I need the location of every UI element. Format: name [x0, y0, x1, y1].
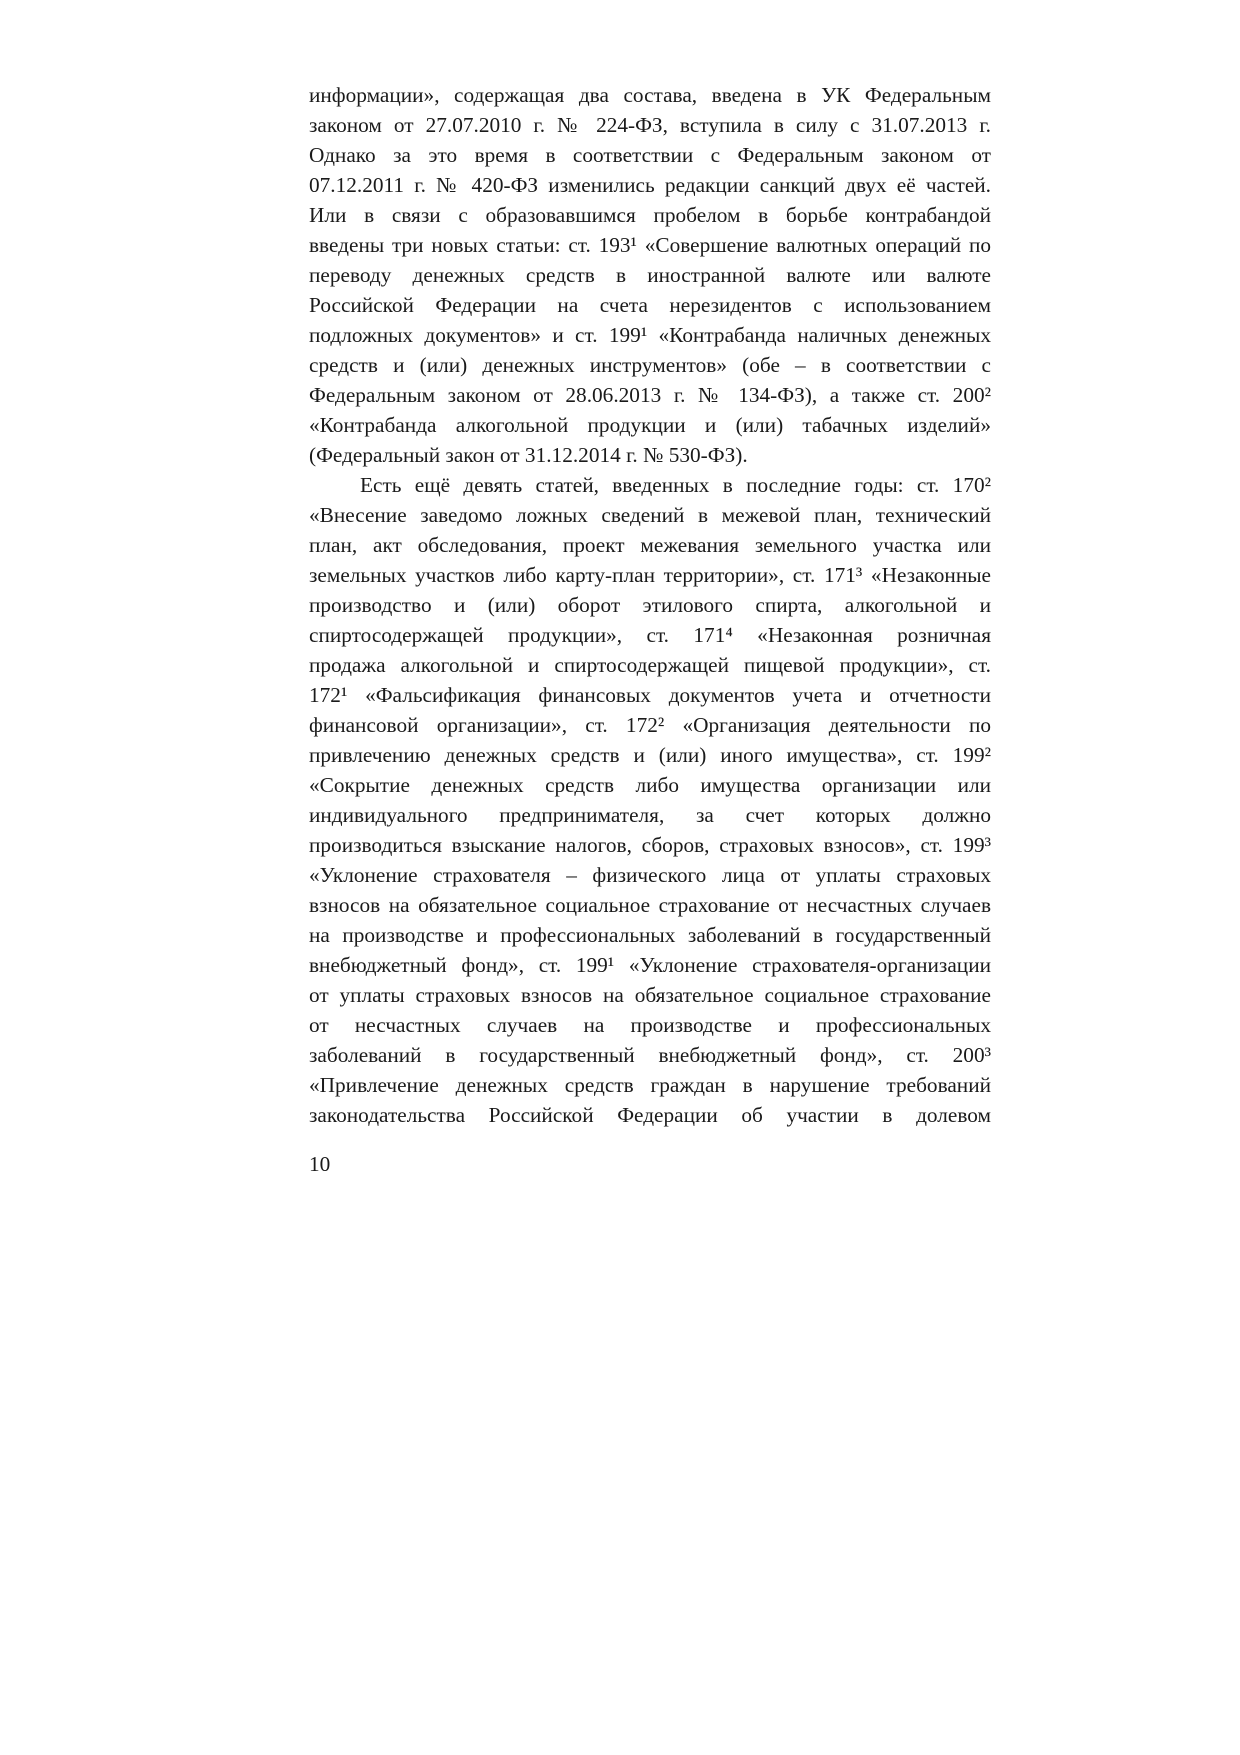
text-line: спиртосодержащей продукции», ст. 171⁴ «Незаконная розничная — [309, 623, 991, 647]
text-line: производство и (или) оборот этилового спирта, алкогольной и — [309, 593, 991, 617]
text-line: «Сокрытие денежных средств либо имущества организации или — [309, 773, 991, 797]
text-line: земельных участков либо карту-план территории», ст. 171³ «Незаконные — [309, 563, 991, 587]
text-line: 172¹ «Фальсификация финансовых документов учета и отчетности — [309, 683, 991, 707]
text-line: переводу денежных средств в иностранной валюте или валюте — [309, 263, 991, 287]
text-line: подложных документов» и ст. 199¹ «Контрабанда наличных денежных — [309, 323, 991, 347]
text-line: Российской Федерации на счета нерезидентов с использованием — [309, 293, 991, 317]
text-line: (Федеральный закон от 31.12.2014 г. № 530-ФЗ). — [309, 443, 748, 467]
text-line: от несчастных случаев на производстве и профессиональных — [309, 1013, 991, 1037]
text-line: «Привлечение денежных средств граждан в нарушение требований — [309, 1073, 991, 1097]
text-line: финансовой организации», ст. 172² «Организация деятельности по — [309, 713, 991, 737]
text-line: законом от 27.07.2010 г. № 224-ФЗ, вступила в силу с 31.07.2013 г. — [309, 113, 991, 137]
text-line: внебюджетный фонд», ст. 199¹ «Уклонение страхователя-организации — [309, 953, 991, 977]
text-line: продажа алкогольной и спиртосодержащей пищевой продукции», ст. — [309, 653, 991, 677]
text-line: 07.12.2011 г. № 420-ФЗ изменились редакции санкций двух её частей. — [309, 173, 991, 197]
text-line: введены три новых статьи: ст. 193¹ «Совершение валютных операций по — [309, 233, 991, 257]
text-line: Федеральным законом от 28.06.2013 г. № 134-ФЗ), а также ст. 200² — [309, 383, 991, 407]
paragraph — [309, 80, 991, 470]
text-line: от уплаты страховых взносов на обязательное социальное страхование — [309, 983, 991, 1007]
text-line: план, акт обследования, проект межевания земельного участка или — [309, 533, 991, 557]
text-line: на производстве и профессиональных заболеваний в государственный — [309, 923, 991, 947]
text-line: Есть ещё девять статей, введенных в последние годы: ст. 170² — [360, 473, 991, 497]
text-line: средств и (или) денежных инструментов» (обе – в соответствии с — [309, 353, 991, 377]
text-line: «Контрабанда алкогольной продукции и (или) табачных изделий» — [309, 413, 991, 437]
text-line: законодательства Российской Федерации об участии в долевом — [309, 1103, 991, 1127]
text-line: производиться взыскание налогов, сборов, страховых взносов», ст. 199³ — [309, 833, 991, 857]
text-line: «Уклонение страхователя – физического лица от уплаты страховых — [309, 863, 991, 887]
text-line: взносов на обязательное социальное страхование от несчастных случаев — [309, 893, 991, 917]
text-line: Или в связи с образовавшимся пробелом в борьбе контрабандой — [309, 203, 991, 227]
page-number: 10 — [309, 1152, 331, 1176]
text-line: заболеваний в государственный внебюджетный фонд», ст. 200³ — [309, 1043, 991, 1067]
paragraph — [309, 470, 991, 1130]
text-line: информации», содержащая два состава, введена в УК Федеральным — [309, 83, 991, 107]
text-line: индивидуального предпринимателя, за счет которых должно — [309, 803, 991, 827]
text-line: «Внесение заведомо ложных сведений в межевой план, технический — [309, 503, 991, 527]
body-text — [309, 80, 991, 1130]
text-line: привлечению денежных средств и (или) иного имущества», ст. 199² — [309, 743, 991, 767]
text-line: Однако за это время в соответствии с Федеральным законом от — [309, 143, 991, 167]
